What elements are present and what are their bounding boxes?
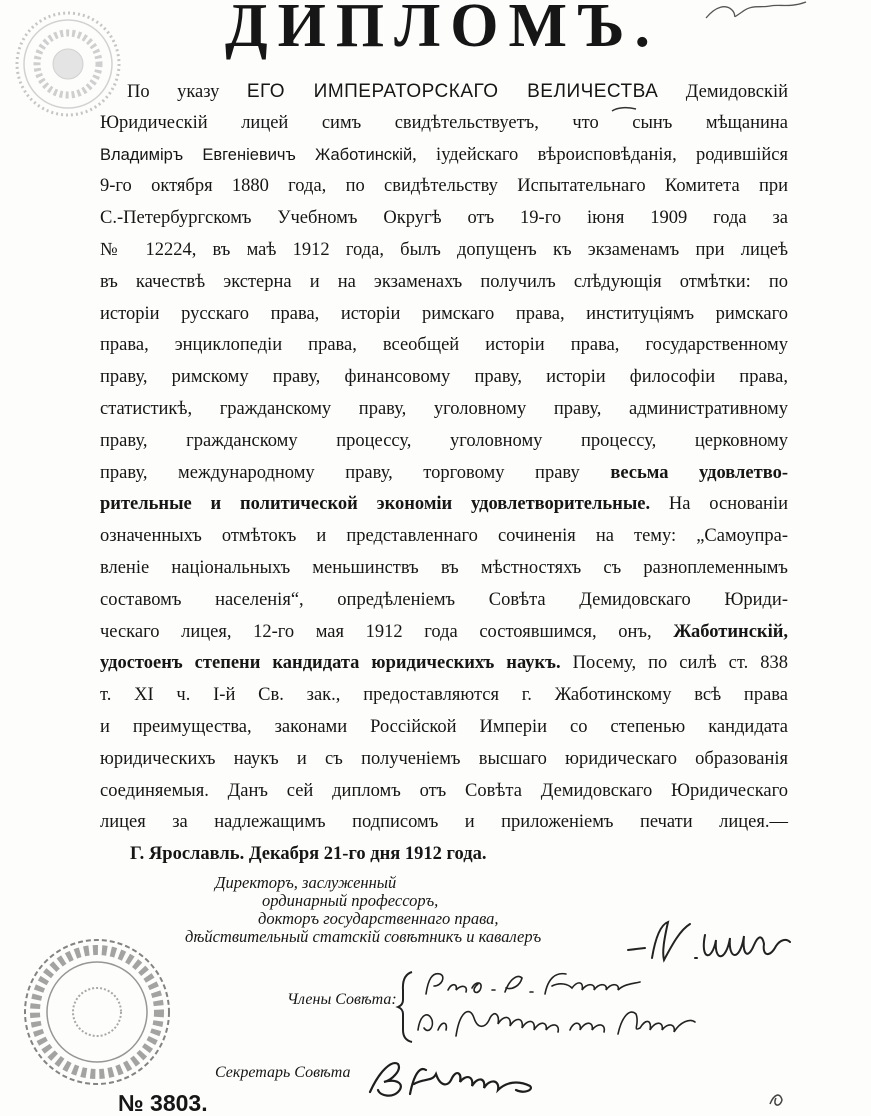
body-line-15: означенныхъ отмѣтокъ и представленнаго сочиненія на тему: „Самоупра-	[100, 526, 788, 547]
imperial-title-caps: ЕГО ИМПЕРАТОРСКАГО ВЕЛИЧЕСТВА	[246, 81, 659, 102]
body-line-14	[100, 489, 788, 521]
corner-mark	[770, 1095, 782, 1105]
grade-emphasis: весьма удовлетво-	[610, 462, 788, 483]
body-line-20: т. XI ч. I-й Св. зак., предоставляются г. Жаботинскому всѣ права	[100, 685, 788, 706]
diploma-body-text	[100, 76, 788, 871]
body-line-8: исторіи русскаго права, исторіи римскаго права, институціямъ римскаго	[100, 303, 788, 324]
body-line-4: 9-го октября 1880 года, по свидѣтельству Испытательнаго Комитета при	[100, 176, 788, 197]
body-line-3	[100, 140, 788, 172]
director-title-line-3: докторъ государственнаго права,	[258, 909, 499, 928]
document-title: ДИПЛОМЪ.	[225, 0, 660, 60]
director-title-line-1: Директоръ, заслуженный	[215, 873, 397, 892]
body-line-17: составомъ населенія“, опредѣленіемъ Совѣта Демидовскаго Юриди-	[100, 589, 788, 610]
body-line-24: лицея за надлежащимъ подписомъ и приложеніемъ печати лицея.—	[100, 812, 788, 833]
body-line-12: праву, гражданскому процессу, уголовному процессу, церковному	[100, 430, 788, 451]
body-line-7: въ качествѣ экстерна и на экзаменахъ получилъ слѣдующія отмѣтки: по	[100, 271, 788, 292]
director-title-line-4: дѣйствительный статскій совѣтникъ и кавалеръ	[185, 927, 542, 946]
member-signature-1	[426, 974, 640, 994]
graduate-surname-emphasis: Жаботинскій,	[673, 621, 788, 642]
body-text-segment: праву, международному праву, торговому праву	[100, 462, 611, 483]
body-line-6: № 12224, въ маѣ 1912 года, былъ допущенъ къ экзаменамъ при лицеѣ	[100, 239, 788, 260]
body-line-9: права, энциклопедіи права, всеобщей исторіи права, государственному	[100, 335, 788, 356]
body-line-13	[100, 458, 788, 490]
body-text-segment: Демидовскій	[658, 82, 788, 102]
body-line-16: вленіе національныхъ меньшинствъ въ мѣстностяхъ съ разноплеменнымъ	[100, 557, 788, 578]
body-line-2: Юридическій лицей симъ свидѣтельствуетъ, что сынъ мѣщанина	[100, 112, 788, 133]
body-line-19	[100, 648, 788, 680]
body-text-segment: ческаго лицея, 12-го мая 1912 года состоявшимся, онъ,	[100, 621, 674, 642]
body-line-1	[100, 76, 788, 108]
body-text-segment: На основаніи	[650, 494, 788, 515]
place-and-date-line: Г. Ярославль. Декабря 21-го дня 1912 года.	[130, 844, 487, 865]
body-line-10: праву, римскому праву, финансовому праву, исторіи философіи права,	[100, 367, 788, 388]
members-brace	[398, 972, 412, 1042]
council-secretary-label: Секретарь Совѣта	[215, 1064, 351, 1081]
body-line-22: юридическихъ наукъ и съ полученіемъ высшаго юридическаго образованія	[100, 748, 788, 769]
lyceum-seal	[25, 940, 169, 1084]
body-line-5: С.-Петербургскомъ Учебномъ Округѣ отъ 19-го іюня 1909 года за	[100, 208, 788, 229]
director-title-line-2: ординарный профессоръ,	[262, 891, 439, 910]
body-line-11: статистикѣ, гражданскому праву, уголовному праву, административному	[100, 398, 788, 419]
graduate-name: Владиміръ Евгеніевичъ Жаботинскій	[100, 145, 413, 164]
body-line-21: и преимущества, законами Россійской Имперіи со степенью кандидата	[100, 716, 788, 737]
grade-emphasis: рительные и политической экономіи удовлетворительные.	[100, 494, 651, 515]
diploma-number: № 3803.	[118, 1090, 208, 1116]
member-signature-2	[418, 1012, 695, 1036]
director-signature	[628, 922, 790, 960]
degree-emphasis: удостоенъ степени кандидата юридическихъ наукъ.	[100, 653, 561, 674]
body-line-23: соединяемыя. Данъ сей дипломъ отъ Совѣта Демидовскаго Юридическаго	[100, 780, 788, 801]
council-members-label: Члены Совѣта:	[287, 991, 397, 1008]
secretary-signature	[370, 1063, 531, 1095]
body-text-segment: , іудейскаго вѣроисповѣданія, родившійся	[412, 144, 788, 165]
body-text-segment: По указу	[127, 82, 247, 102]
body-line-18	[100, 617, 788, 649]
body-text-segment: Посему, по силѣ ст. 838	[560, 653, 788, 674]
